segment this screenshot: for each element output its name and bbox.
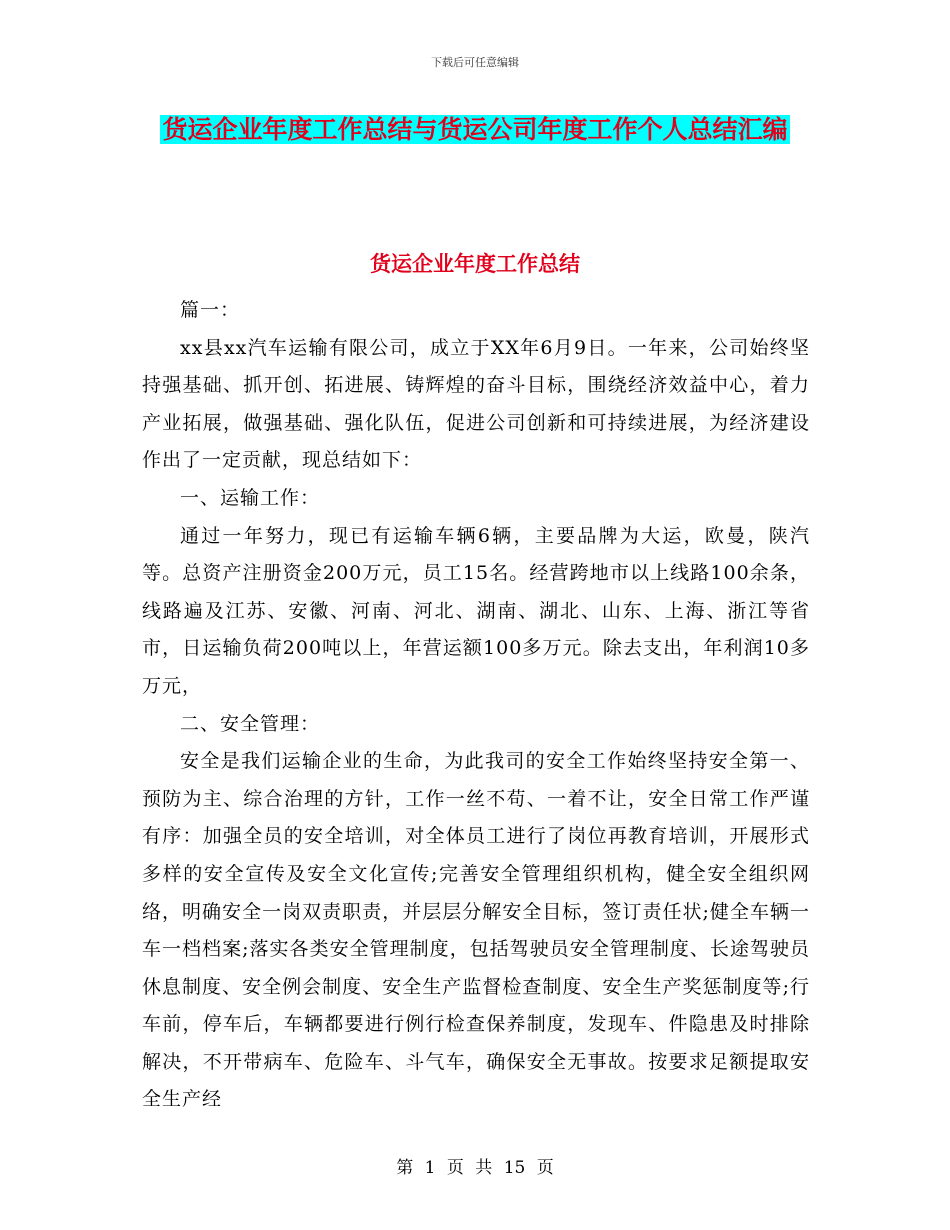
- header-note: 下载后可任意编辑: [431, 56, 519, 69]
- paragraph: 篇一：: [180, 299, 241, 321]
- paragraph: 一、运输工作：: [180, 486, 321, 509]
- document-title-text: 货运企业年度工作总结与货运公司年度工作个人总结汇编: [162, 115, 788, 144]
- section-title: 货运企业年度工作总结: [370, 251, 580, 276]
- paragraph: 安全是我们运输企业的生命，为此我司的安全工作始终坚持安全第一、预防为主、综合治理的方针，工作一丝不苟、一着不让，安全日常工作严谨有序：加强全员的安全培训，对全体员工进行了岗位再教育培训，开展形式多样的安全宣传及安全文化宣传;完善安全管理组织机构，健全安全组织网络，明确安全一岗双责职责，并层层分解安全目标，签订责任状;健全车辆一车一档档案;落实各类安全管理制度，包括驾驶员安全管理制度、长途驾驶员休息制度、安全例会制度、安全生产监督检查制度、安全生产奖惩制度等;行车前，停车后，车辆都要进行例行检查保养制度，发现车、件隐患及时排除解决，不开带病车、危险车、斗气车，确保安全无事故。按要求足额提取安全生产经: [142, 750, 810, 1111]
- document-body: [142, 292, 810, 1119]
- document-title: [145, 108, 805, 152]
- paragraph: xx县xx汽车运输有限公司，成立于XX年6月9日。一年来，公司始终坚持强基础、抓开创、拓进展、铸辉煌的奋斗目标，围绕经济效益中心，着力产业拓展，做强基础、强化队伍，促进公司创新和可持续进展，为经济建设作出了一定贡献，现总结如下：: [142, 336, 810, 472]
- paragraph: 通过一年努力，现已有运输车辆6辆，主要品牌为大运，欧曼，陕汽等。总资产注册资金200万元，员工15名。经营跨地市以上线路100余条，线路遍及江苏、安徽、河南、河北、湖南、湖北、山东、上海、浙江等省市，日运输负荷200吨以上，年营运额100多万元。除去支出，年利润10多万元，: [142, 524, 810, 697]
- paragraph: 二、安全管理：: [180, 712, 321, 735]
- page-footer: 第 1 页 共 15 页: [396, 1158, 554, 1178]
